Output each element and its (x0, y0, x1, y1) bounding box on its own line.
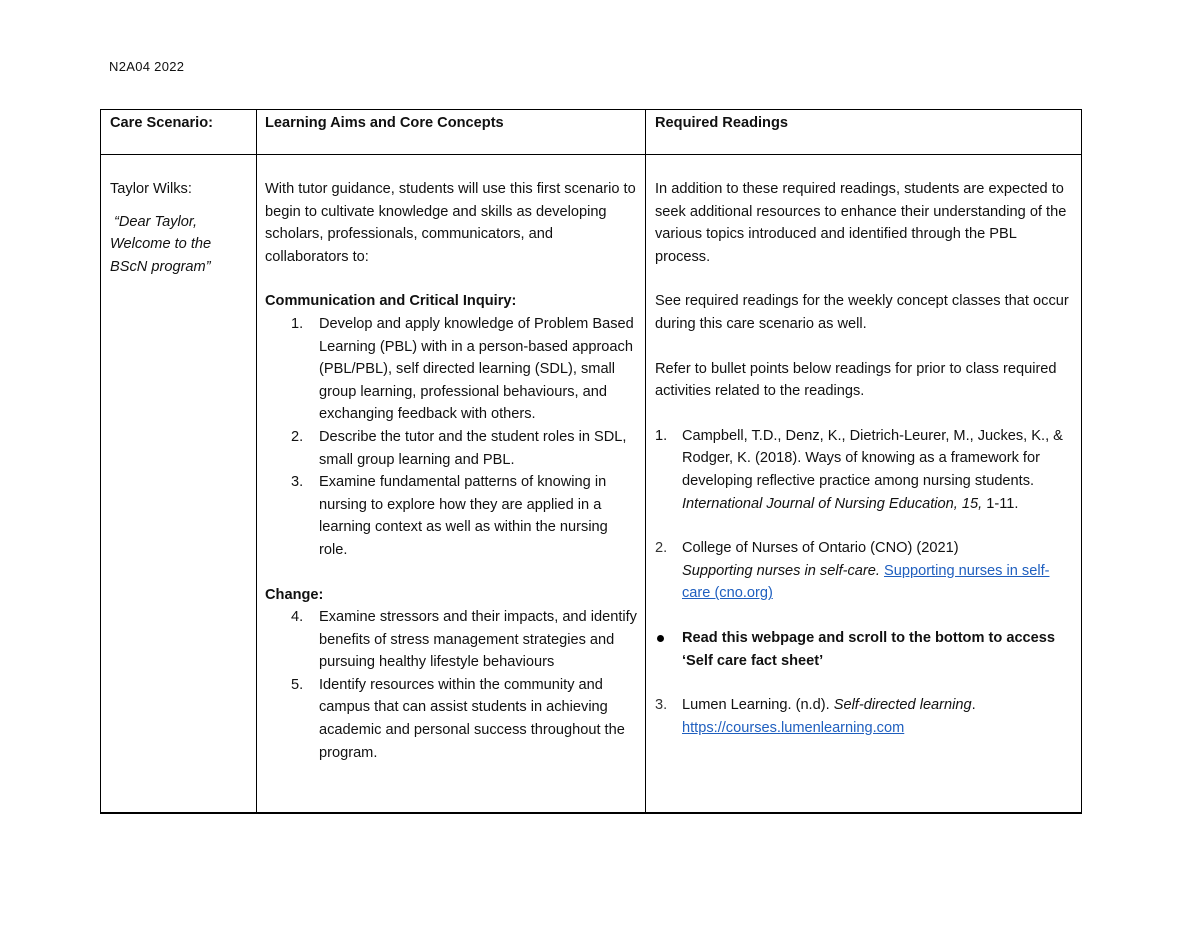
reference-period: . (971, 697, 976, 714)
list-item-number: 1. (291, 315, 304, 332)
column-divider (256, 110, 257, 812)
reference-number: 3. (655, 697, 668, 714)
section-title-communication: Communication and Critical Inquiry: (265, 293, 517, 310)
header-row-divider (101, 154, 1081, 155)
reference-text: Campbell, T.D., Denz, K., Dietrich-Leurer, M., Juckes, K., & Rodger, K. (2018). Ways of knowing as a framework for developing reflective practice among nursing students. (682, 427, 1063, 489)
cno-self-care-link[interactable]: Supporting nurses in self-care (cno.org) (682, 562, 1050, 602)
communication-aims-list (265, 313, 637, 562)
change-aims-list (265, 606, 637, 764)
scenario-quote-line: Welcome to the (110, 236, 212, 253)
readings-paragraph: See required readings for the weekly concept classes that occur during this care scenario as well. (655, 293, 1069, 332)
list-item (265, 606, 637, 674)
list-item (265, 471, 637, 561)
bullet-text: Read this webpage and scroll to the bottom to access ‘Self care fact sheet’ (682, 629, 1056, 669)
lumen-learning-link[interactable]: https://courses.lumenlearning.com (682, 719, 905, 736)
list-item-text: Describe the tutor and the student roles in SDL, small group learning and PBL. (319, 428, 627, 468)
reference-journal: International Journal of Nursing Education, 15, (682, 495, 983, 512)
required-readings-cell (655, 178, 1071, 739)
reference-text: College of Nurses of Ontario (CNO) (2021) (682, 540, 959, 557)
learning-aims-cell (265, 178, 637, 764)
column-header-required-readings: Required Readings (655, 115, 788, 131)
care-scenario-cell (110, 178, 250, 278)
reference-number: 2. (655, 540, 668, 557)
reference-lumen (655, 694, 1071, 739)
column-divider (645, 110, 646, 812)
section-title-change: Change: (265, 586, 324, 603)
list-item-number: 2. (291, 428, 304, 445)
list-item-text: Examine fundamental patterns of knowing in nursing to explore how they are applied in a learning context as well as within the nursing role. (319, 474, 608, 558)
scenario-name: Taylor Wilks: (110, 181, 192, 197)
reference-campbell (655, 425, 1071, 515)
care-scenario-table (100, 109, 1082, 814)
reference-text: Lumen Learning. (n.d). (682, 697, 830, 714)
list-item-number: 5. (291, 676, 304, 693)
bullet-icon (657, 635, 664, 642)
reference-title: Supporting nurses in self-care. (682, 562, 880, 579)
column-header-learning-aims: Learning Aims and Core Concepts (265, 115, 504, 131)
reference-title: Self-directed learning (833, 697, 972, 714)
scenario-quote-line: “Dear Taylor, (114, 213, 198, 230)
readings-paragraph: Refer to bullet points below readings for prior to class required activities related to the readings. (655, 360, 1057, 400)
list-item-text: Examine stressors and their impacts, and identify benefits of stress management strategies and pursuing healthy lifestyle behaviours (319, 609, 637, 671)
list-item (265, 426, 637, 471)
aims-intro: With tutor guidance, students will use this first scenario to begin to cultivate knowledge and skills as developing scholars, professionals, communicators, and collaborators to: (265, 181, 636, 265)
list-item-text: Identify resources within the community and campus that can assist students in achieving academic and personal success throughout the program. (319, 676, 625, 761)
document-header: N2A04 2022 (109, 59, 185, 74)
list-item (265, 674, 637, 764)
reference-cno (655, 537, 1071, 605)
readings-paragraph: In addition to these required readings, students are expected to seek additional resources to enhance their understanding of the various topics introduced and identified through the PBL process. (655, 181, 1067, 265)
column-header-care-scenario: Care Scenario: (110, 115, 214, 131)
list-item-number: 3. (291, 474, 304, 491)
list-item-number: 4. (291, 609, 304, 626)
scenario-quote-line: BScN program” (110, 258, 211, 275)
bullet-instruction (655, 627, 1071, 672)
reference-pages: 1-11. (986, 495, 1019, 512)
reference-number: 1. (655, 427, 668, 444)
list-item (265, 313, 637, 426)
list-item-text: Develop and apply knowledge of Problem Based Learning (PBL) with in a person-based approach (PBL/PBL), self directed learning (SDL), small group learning, professional behaviours, and exchanging feedback with others. (319, 315, 634, 423)
